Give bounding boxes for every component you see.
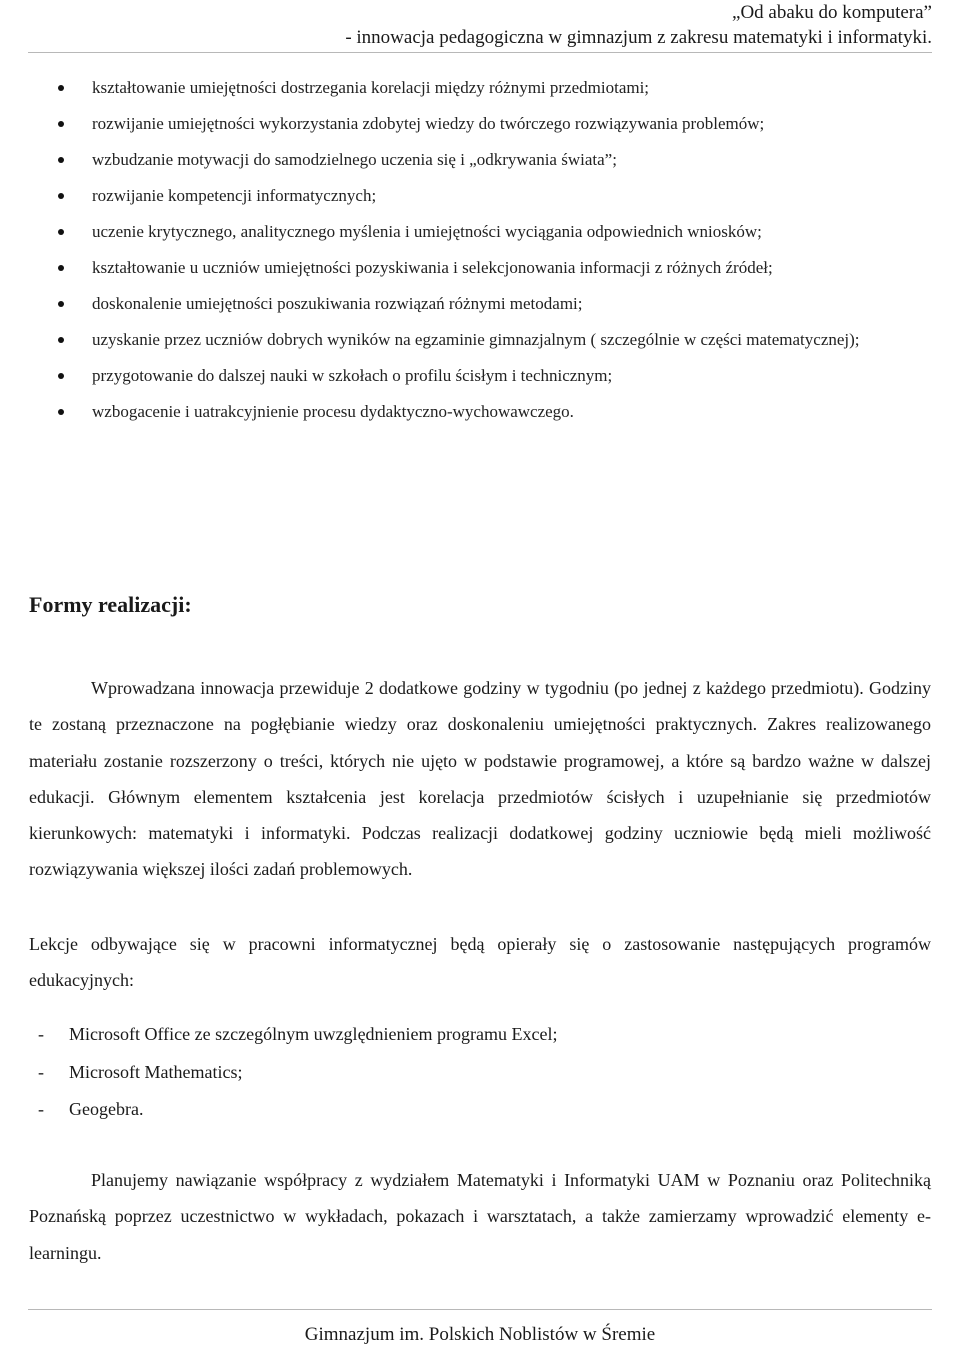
program-name: Microsoft Office ze szczególnym uwzględnieniem programu Excel;: [69, 1024, 558, 1044]
list-item-text: rozwijanie kompetencji informatycznych;: [92, 186, 377, 205]
list-item: [0, 358, 960, 394]
header-divider: [28, 52, 932, 53]
list-item: [0, 142, 960, 178]
programs-list: [29, 1016, 558, 1129]
list-item: [0, 394, 960, 430]
list-item: [0, 214, 960, 250]
list-item: [0, 106, 960, 142]
bullet-icon: [58, 121, 64, 127]
page-header: [345, 0, 932, 50]
header-title: „Od abaku do komputera”: [732, 2, 932, 23]
list-item-text: kształtowanie umiejętności dostrzegania korelacji między różnymi przedmiotami;: [92, 78, 650, 97]
header-subtitle: - innowacja pedagogiczna w gimnazjum z zakresu matematyki i informatyki.: [345, 27, 932, 48]
list-item-text: wzbudzanie motywacji do samodzielnego uczenia się i „odkrywania świata”;: [92, 150, 617, 169]
bullet-icon: [58, 409, 64, 415]
list-item-text: rozwijanie umiejętności wykorzystania zdobytej wiedzy do twórczego rozwiązywania problemów;: [92, 114, 765, 133]
page-footer: Gimnazjum im. Polskich Noblistów w Śremie: [304, 1324, 656, 1345]
paragraph-implementation: Wprowadzana innowacja przewiduje 2 dodatkowe godziny w tygodniu (po jednej z każdego przedmiotu). Godziny te zostaną przeznaczone na pogłębianie wiedzy oraz doskonaleniu umiejętności praktycznych. Zakres realizowanego materiału zostanie rozszerzony o treści, których nie ujęto w podstawie programowej, a które są bardzo ważne w dalszej edukacji. Głównym elementem kształcenia jest korelacja przedmiotów ścisłych i uzupełnianie się przedmiotów kierunkowych: matematyki i informatyki. Podczas realizacji dodatkowej godziny uczniowie będą mieli możliwość rozwiązywania większej ilości zadań problemowych.: [29, 678, 931, 880]
list-item-text: uzyskanie przez uczniów dobrych wyników na egzaminie gimnazjalnym ( szczególnie w części matematycznej);: [92, 330, 860, 349]
bullet-icon: [58, 193, 64, 199]
list-item-text: przygotowanie do dalszej nauki w szkołach o profilu ścisłym i technicznym;: [92, 366, 613, 385]
bullet-icon: [58, 301, 64, 307]
bullet-icon: [58, 337, 64, 343]
paragraph-cooperation: Planujemy nawiązanie współpracy z wydziałem Matematyki i Informatyki UAM w Poznaniu oraz Politechniką Poznańską poprzez uczestnictwo w wykładach, pokazach i warsztatach, a także zamierzamy wprowadzić elementy e-learningu.: [29, 1170, 931, 1263]
list-item-text: kształtowanie u uczniów umiejętności pozyskiwania i selekcjonowania informacji z różnych źródeł;: [92, 258, 773, 277]
list-item: [0, 70, 960, 106]
program-name: Geogebra.: [69, 1099, 144, 1119]
list-item: [0, 178, 960, 214]
bullet-icon: [58, 373, 64, 379]
list-item: [29, 1091, 558, 1129]
paragraph-lessons: Lekcje odbywające się w pracowni informatycznej będą opierały się o zastosowanie następujących programów edukacyjnych:: [29, 934, 931, 991]
list-item: [0, 250, 960, 286]
list-item: [0, 322, 960, 358]
list-item: [29, 1054, 558, 1092]
dash-marker: -: [38, 1024, 44, 1044]
bullet-icon: [58, 265, 64, 271]
program-name: Microsoft Mathematics;: [69, 1061, 243, 1082]
goals-list: [0, 70, 960, 430]
list-item-text: wzbogacenie i uatrakcyjnienie procesu dydaktyczno-wychowawczego.: [92, 402, 574, 421]
footer-divider: [28, 1309, 932, 1310]
bullet-icon: [58, 229, 64, 235]
list-item: [0, 286, 960, 322]
list-item-text: uczenie krytycznego, analitycznego myślenia i umiejętności wyciągania odpowiednich wniosków;: [92, 222, 762, 241]
section-title: Formy realizacji:: [29, 592, 192, 617]
bullet-icon: [58, 157, 64, 163]
list-item: [29, 1016, 558, 1054]
bullet-icon: [58, 85, 64, 91]
dash-marker: -: [38, 1061, 44, 1082]
list-item-text: doskonalenie umiejętności poszukiwania rozwiązań różnymi metodami;: [92, 294, 583, 313]
dash-marker: -: [38, 1099, 44, 1119]
